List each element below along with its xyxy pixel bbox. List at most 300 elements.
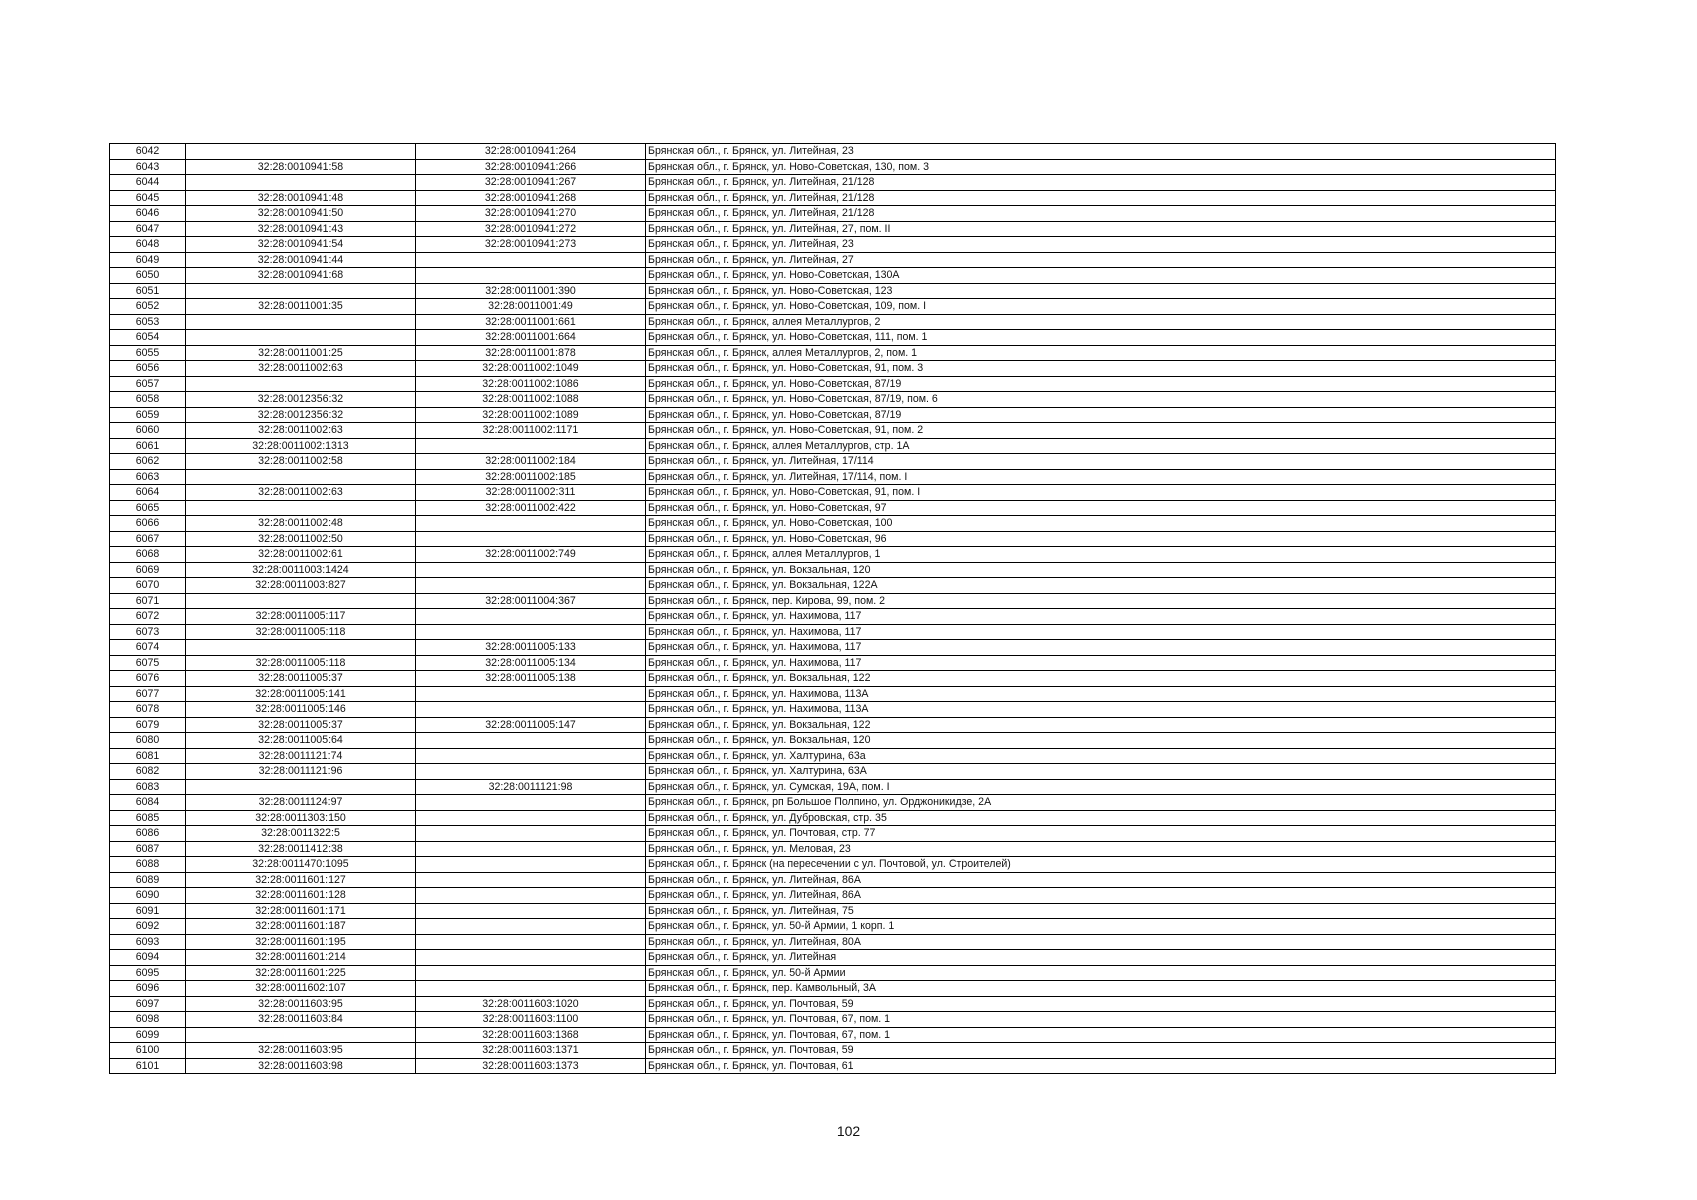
land-cadastral-number-cell: 32:28:0010941:50 [186,206,416,222]
land-cadastral-number-cell [186,175,416,191]
page-number: 102 [836,1123,861,1139]
address-cell: Брянская обл., г. Брянск, ул. 50-й Армии [646,965,1556,981]
land-cadastral-number-cell [186,283,416,299]
row-number-cell: 6093 [110,934,186,950]
land-cadastral-number-cell [186,640,416,656]
object-cadastral-number-cell: 32:28:0011005:133 [416,640,646,656]
table-row [110,996,1556,1012]
row-number-cell: 6069 [110,562,186,578]
address-cell: Брянская обл., г. Брянск, ул. Почтовая, 61 [646,1058,1556,1074]
address-cell: Брянская обл., г. Брянск, ул. Почтовая, 67, пом. 1 [646,1012,1556,1028]
table-row [110,593,1556,609]
land-cadastral-number-cell: 32:28:0011601:171 [186,903,416,919]
object-cadastral-number-cell: 32:28:0010941:270 [416,206,646,222]
object-cadastral-number-cell: 32:28:0011002:1049 [416,361,646,377]
land-cadastral-number-cell: 32:28:0011005:146 [186,702,416,718]
row-number-cell: 6058 [110,392,186,408]
address-cell: Брянская обл., г. Брянск, ул. Ново-Советская, 123 [646,283,1556,299]
table-row [110,500,1556,516]
land-cadastral-number-cell: 32:28:0011602:107 [186,981,416,997]
land-cadastral-number-cell: 32:28:0010941:43 [186,221,416,237]
object-cadastral-number-cell: 32:28:0011603:1020 [416,996,646,1012]
row-number-cell: 6055 [110,345,186,361]
land-cadastral-number-cell: 32:28:0011002:61 [186,547,416,563]
land-cadastral-number-cell: 32:28:0011124:97 [186,795,416,811]
table-row [110,671,1556,687]
row-number-cell: 6053 [110,314,186,330]
land-cadastral-number-cell: 32:28:0011005:118 [186,624,416,640]
object-cadastral-number-cell [416,888,646,904]
object-cadastral-number-cell: 32:28:0011001:878 [416,345,646,361]
row-number-cell: 6049 [110,252,186,268]
table-row [110,159,1556,175]
object-cadastral-number-cell: 32:28:0011002:1089 [416,407,646,423]
row-number-cell: 6046 [110,206,186,222]
row-number-cell: 6090 [110,888,186,904]
table-row [110,221,1556,237]
address-cell: Брянская обл., г. Брянск, ул. Литейная, 23 [646,237,1556,253]
table-row [110,252,1556,268]
object-cadastral-number-cell: 32:28:0010941:264 [416,144,646,160]
row-number-cell: 6098 [110,1012,186,1028]
table-row [110,175,1556,191]
row-number-cell: 6064 [110,485,186,501]
table-row [110,314,1556,330]
address-cell: Брянская обл., г. Брянск, ул. Меловая, 23 [646,841,1556,857]
address-cell: Брянская обл., г. Брянск, ул. 50-й Армии, 1 корп. 1 [646,919,1556,935]
object-cadastral-number-cell: 32:28:0011005:138 [416,671,646,687]
table-row [110,206,1556,222]
address-cell: Брянская обл., г. Брянск, ул. Вокзальная, 120 [646,733,1556,749]
row-number-cell: 6061 [110,438,186,454]
property-table [109,143,1556,1074]
object-cadastral-number-cell [416,981,646,997]
object-cadastral-number-cell: 32:28:0011603:1373 [416,1058,646,1074]
object-cadastral-number-cell: 32:28:0011002:311 [416,485,646,501]
object-cadastral-number-cell: 32:28:0011002:1088 [416,392,646,408]
row-number-cell: 6076 [110,671,186,687]
land-cadastral-number-cell: 32:28:0011412:38 [186,841,416,857]
address-cell: Брянская обл., г. Брянск, ул. Дубровская, стр. 35 [646,810,1556,826]
row-number-cell: 6086 [110,826,186,842]
row-number-cell: 6078 [110,702,186,718]
row-number-cell: 6048 [110,237,186,253]
address-cell: Брянская обл., г. Брянск, ул. Ново-Советская, 109, пом. I [646,299,1556,315]
row-number-cell: 6044 [110,175,186,191]
object-cadastral-number-cell [416,268,646,284]
row-number-cell: 6079 [110,717,186,733]
address-cell: Брянская обл., г. Брянск, аллея Металлургов, стр. 1А [646,438,1556,454]
object-cadastral-number-cell: 32:28:0011603:1100 [416,1012,646,1028]
table-row [110,919,1556,935]
land-cadastral-number-cell: 32:28:0011002:63 [186,361,416,377]
land-cadastral-number-cell [186,779,416,795]
land-cadastral-number-cell: 32:28:0011005:117 [186,609,416,625]
land-cadastral-number-cell: 32:28:0011002:63 [186,485,416,501]
address-cell: Брянская обл., г. Брянск, ул. Литейная, 21/128 [646,175,1556,191]
row-number-cell: 6062 [110,454,186,470]
table-row [110,407,1556,423]
object-cadastral-number-cell: 32:28:0011005:147 [416,717,646,733]
object-cadastral-number-cell: 32:28:0011002:1086 [416,376,646,392]
object-cadastral-number-cell [416,826,646,842]
table-row [110,469,1556,485]
row-number-cell: 6080 [110,733,186,749]
object-cadastral-number-cell: 32:28:0011121:98 [416,779,646,795]
address-cell: Брянская обл., г. Брянск, аллея Металлургов, 2 [646,314,1556,330]
table-row [110,330,1556,346]
address-cell: Брянская обл., г. Брянск, ул. Ново-Советская, 91, пом. 3 [646,361,1556,377]
table-row [110,345,1556,361]
table-row [110,841,1556,857]
address-cell: Брянская обл., г. Брянск, ул. Литейная, 86А [646,872,1556,888]
table-row [110,733,1556,749]
table-row [110,686,1556,702]
land-cadastral-number-cell [186,330,416,346]
object-cadastral-number-cell: 32:28:0011001:49 [416,299,646,315]
land-cadastral-number-cell: 32:28:0011121:74 [186,748,416,764]
object-cadastral-number-cell [416,686,646,702]
object-cadastral-number-cell: 32:28:0011603:1371 [416,1043,646,1059]
land-cadastral-number-cell [186,500,416,516]
land-cadastral-number-cell: 32:28:0011002:48 [186,516,416,532]
address-cell: Брянская обл., г. Брянск, ул. Литейная, 21/128 [646,190,1556,206]
object-cadastral-number-cell [416,810,646,826]
object-cadastral-number-cell [416,438,646,454]
land-cadastral-number-cell: 32:28:0010941:48 [186,190,416,206]
address-cell: Брянская обл., г. Брянск, ул. Вокзальная, 122 [646,717,1556,733]
land-cadastral-number-cell: 32:28:0011001:25 [186,345,416,361]
address-cell: Брянская обл., г. Брянск, ул. Нахимова, 117 [646,640,1556,656]
row-number-cell: 6095 [110,965,186,981]
address-cell: Брянская обл., г. Брянск, ул. Литейная, 80А [646,934,1556,950]
row-number-cell: 6087 [110,841,186,857]
table-row [110,965,1556,981]
table-row [110,872,1556,888]
object-cadastral-number-cell: 32:28:0011603:1368 [416,1027,646,1043]
land-cadastral-number-cell [186,593,416,609]
table-row [110,624,1556,640]
property-table-body [110,144,1556,1074]
table-row [110,438,1556,454]
land-cadastral-number-cell: 32:28:0011005:37 [186,671,416,687]
object-cadastral-number-cell [416,841,646,857]
row-number-cell: 6075 [110,655,186,671]
table-row [110,655,1556,671]
row-number-cell: 6082 [110,764,186,780]
address-cell: Брянская обл., г. Брянск, ул. Литейная, 21/128 [646,206,1556,222]
object-cadastral-number-cell [416,764,646,780]
table-row [110,779,1556,795]
address-cell: Брянская обл., г. Брянск, ул. Нахимова, 117 [646,655,1556,671]
address-cell: Брянская обл., г. Брянск, ул. Сумская, 19А, пом. I [646,779,1556,795]
row-number-cell: 6073 [110,624,186,640]
row-number-cell: 6099 [110,1027,186,1043]
table-row [110,1058,1556,1074]
row-number-cell: 6097 [110,996,186,1012]
object-cadastral-number-cell [416,903,646,919]
object-cadastral-number-cell [416,702,646,718]
table-row [110,1012,1556,1028]
address-cell: Брянская обл., г. Брянск, ул. Почтовая, 59 [646,1043,1556,1059]
address-cell: Брянская обл., г. Брянск, ул. Литейная, 27, пом. II [646,221,1556,237]
row-number-cell: 6083 [110,779,186,795]
row-number-cell: 6051 [110,283,186,299]
table-row [110,454,1556,470]
table-row [110,376,1556,392]
row-number-cell: 6085 [110,810,186,826]
row-number-cell: 6056 [110,361,186,377]
land-cadastral-number-cell: 32:28:0010941:54 [186,237,416,253]
object-cadastral-number-cell [416,919,646,935]
address-cell: Брянская обл., г. Брянск, ул. Ново-Советская, 130А [646,268,1556,284]
table-row [110,981,1556,997]
land-cadastral-number-cell: 32:28:0012356:32 [186,392,416,408]
row-number-cell: 6065 [110,500,186,516]
table-row [110,299,1556,315]
object-cadastral-number-cell: 32:28:0011005:134 [416,655,646,671]
land-cadastral-number-cell: 32:28:0011001:35 [186,299,416,315]
row-number-cell: 6077 [110,686,186,702]
address-cell: Брянская обл., г. Брянск, ул. Ново-Советская, 87/19, пом. 6 [646,392,1556,408]
address-cell: Брянская обл., г. Брянск, ул. Нахимова, 117 [646,624,1556,640]
land-cadastral-number-cell: 32:28:0011603:98 [186,1058,416,1074]
row-number-cell: 6088 [110,857,186,873]
table-row [110,516,1556,532]
address-cell: Брянская обл., г. Брянск, ул. Нахимова, 113А [646,702,1556,718]
row-number-cell: 6100 [110,1043,186,1059]
table-row [110,609,1556,625]
row-number-cell: 6089 [110,872,186,888]
address-cell: Брянская обл., г. Брянск, ул. Нахимова, 113А [646,686,1556,702]
land-cadastral-number-cell: 32:28:0011003:1424 [186,562,416,578]
row-number-cell: 6045 [110,190,186,206]
object-cadastral-number-cell: 32:28:0010941:266 [416,159,646,175]
address-cell: Брянская обл., г. Брянск, аллея Металлургов, 2, пом. 1 [646,345,1556,361]
row-number-cell: 6094 [110,950,186,966]
object-cadastral-number-cell [416,562,646,578]
address-cell: Брянская обл., г. Брянск, ул. Почтовая, стр. 77 [646,826,1556,842]
table-row [110,562,1556,578]
address-cell: Брянская обл., г. Брянск, ул. Ново-Советская, 97 [646,500,1556,516]
address-cell: Брянская обл., г. Брянск, ул. Ново-Советская, 111, пом. 1 [646,330,1556,346]
address-cell: Брянская обл., г. Брянск, аллея Металлургов, 1 [646,547,1556,563]
land-cadastral-number-cell [186,1027,416,1043]
object-cadastral-number-cell [416,934,646,950]
row-number-cell: 6057 [110,376,186,392]
land-cadastral-number-cell: 32:28:0011470:1095 [186,857,416,873]
object-cadastral-number-cell [416,609,646,625]
land-cadastral-number-cell: 32:28:0010941:44 [186,252,416,268]
object-cadastral-number-cell [416,748,646,764]
land-cadastral-number-cell [186,376,416,392]
address-cell: Брянская обл., г. Брянск, пер. Камвольный, 3А [646,981,1556,997]
object-cadastral-number-cell: 32:28:0010941:268 [416,190,646,206]
land-cadastral-number-cell [186,144,416,160]
table-row [110,934,1556,950]
land-cadastral-number-cell: 32:28:0011002:50 [186,531,416,547]
land-cadastral-number-cell: 32:28:0011005:64 [186,733,416,749]
table-row [110,361,1556,377]
row-number-cell: 6081 [110,748,186,764]
object-cadastral-number-cell [416,872,646,888]
address-cell: Брянская обл., г. Брянск, ул. Ново-Советская, 87/19 [646,376,1556,392]
table-row [110,795,1556,811]
address-cell: Брянская обл., г. Брянск, ул. Литейная, 17/114 [646,454,1556,470]
address-cell: Брянская обл., г. Брянск, ул. Ново-Советская, 87/19 [646,407,1556,423]
table-row [110,640,1556,656]
address-cell: Брянская обл., г. Брянск, ул. Вокзальная, 122А [646,578,1556,594]
object-cadastral-number-cell: 32:28:0010941:272 [416,221,646,237]
row-number-cell: 6067 [110,531,186,547]
land-cadastral-number-cell: 32:28:0011121:96 [186,764,416,780]
table-row [110,702,1556,718]
address-cell: Брянская обл., г. Брянск, ул. Халтурина, 63а [646,748,1556,764]
row-number-cell: 6043 [110,159,186,175]
land-cadastral-number-cell: 32:28:0011003:827 [186,578,416,594]
row-number-cell: 6042 [110,144,186,160]
address-cell: Брянская обл., г. Брянск, ул. Ново-Советская, 130, пом. 3 [646,159,1556,175]
land-cadastral-number-cell: 32:28:0010941:58 [186,159,416,175]
land-cadastral-number-cell: 32:28:0011601:128 [186,888,416,904]
land-cadastral-number-cell: 32:28:0011005:37 [186,717,416,733]
land-cadastral-number-cell: 32:28:0011601:225 [186,965,416,981]
land-cadastral-number-cell: 32:28:0011005:141 [186,686,416,702]
object-cadastral-number-cell [416,795,646,811]
table-row [110,717,1556,733]
object-cadastral-number-cell [416,950,646,966]
object-cadastral-number-cell: 32:28:0011002:422 [416,500,646,516]
land-cadastral-number-cell: 32:28:0011601:214 [186,950,416,966]
table-row [110,578,1556,594]
land-cadastral-number-cell: 32:28:0011322:5 [186,826,416,842]
object-cadastral-number-cell: 32:28:0010941:267 [416,175,646,191]
land-cadastral-number-cell [186,469,416,485]
land-cadastral-number-cell: 32:28:0012356:32 [186,407,416,423]
land-cadastral-number-cell: 32:28:0011603:95 [186,1043,416,1059]
row-number-cell: 6084 [110,795,186,811]
table-row [110,531,1556,547]
address-cell: Брянская обл., г. Брянск, рп Большое Полпино, ул. Орджоникидзе, 2А [646,795,1556,811]
object-cadastral-number-cell [416,733,646,749]
row-number-cell: 6070 [110,578,186,594]
address-cell: Брянская обл., г. Брянск, ул. Ново-Советская, 100 [646,516,1556,532]
table-row [110,857,1556,873]
row-number-cell: 6068 [110,547,186,563]
address-cell: Брянская обл., г. Брянск, ул. Литейная, 75 [646,903,1556,919]
table-row [110,392,1556,408]
address-cell: Брянская обл., г. Брянск, ул. Нахимова, 117 [646,609,1556,625]
row-number-cell: 6052 [110,299,186,315]
row-number-cell: 6092 [110,919,186,935]
row-number-cell: 6091 [110,903,186,919]
table-row [110,903,1556,919]
address-cell: Брянская обл., г. Брянск, ул. Халтурина, 63А [646,764,1556,780]
address-cell: Брянская обл., г. Брянск (на пересечении с ул. Почтовой, ул. Строителей) [646,857,1556,873]
address-cell: Брянская обл., г. Брянск, ул. Литейная, 86А [646,888,1556,904]
row-number-cell: 6060 [110,423,186,439]
object-cadastral-number-cell [416,965,646,981]
row-number-cell: 6047 [110,221,186,237]
object-cadastral-number-cell [416,252,646,268]
table-row [110,748,1556,764]
object-cadastral-number-cell: 32:28:0011002:184 [416,454,646,470]
land-cadastral-number-cell: 32:28:0011002:63 [186,423,416,439]
table-row [110,283,1556,299]
address-cell: Брянская обл., г. Брянск, ул. Почтовая, 67, пом. 1 [646,1027,1556,1043]
table-row [110,237,1556,253]
row-number-cell: 6059 [110,407,186,423]
land-cadastral-number-cell: 32:28:0011002:58 [186,454,416,470]
table-row [110,268,1556,284]
address-cell: Брянская обл., г. Брянск, ул. Литейная, 17/114, пом. I [646,469,1556,485]
object-cadastral-number-cell: 32:28:0011001:390 [416,283,646,299]
object-cadastral-number-cell: 32:28:0011002:1171 [416,423,646,439]
address-cell: Брянская обл., г. Брянск, ул. Литейная [646,950,1556,966]
object-cadastral-number-cell: 32:28:0011002:749 [416,547,646,563]
table-row [110,764,1556,780]
table-row [110,1043,1556,1059]
table-row [110,1027,1556,1043]
object-cadastral-number-cell: 32:28:0011001:664 [416,330,646,346]
land-cadastral-number-cell: 32:28:0011601:127 [186,872,416,888]
object-cadastral-number-cell: 32:28:0011002:185 [416,469,646,485]
object-cadastral-number-cell [416,531,646,547]
row-number-cell: 6072 [110,609,186,625]
address-cell: Брянская обл., г. Брянск, ул. Почтовая, 59 [646,996,1556,1012]
object-cadastral-number-cell: 32:28:0011001:661 [416,314,646,330]
row-number-cell: 6074 [110,640,186,656]
object-cadastral-number-cell: 32:28:0010941:273 [416,237,646,253]
address-cell: Брянская обл., г. Брянск, ул. Ново-Советская, 91, пом. 2 [646,423,1556,439]
row-number-cell: 6050 [110,268,186,284]
address-cell: Брянская обл., г. Брянск, пер. Кирова, 99, пом. 2 [646,593,1556,609]
table-row [110,826,1556,842]
table-row [110,950,1556,966]
row-number-cell: 6096 [110,981,186,997]
land-cadastral-number-cell [186,314,416,330]
land-cadastral-number-cell: 32:28:0011603:84 [186,1012,416,1028]
row-number-cell: 6063 [110,469,186,485]
address-cell: Брянская обл., г. Брянск, ул. Литейная, 27 [646,252,1556,268]
table-row [110,810,1556,826]
table-row [110,547,1556,563]
row-number-cell: 6071 [110,593,186,609]
land-cadastral-number-cell: 32:28:0010941:68 [186,268,416,284]
table-row [110,485,1556,501]
address-cell: Брянская обл., г. Брянск, ул. Ново-Советская, 91, пом. I [646,485,1556,501]
land-cadastral-number-cell: 32:28:0011603:95 [186,996,416,1012]
table-row [110,144,1556,160]
row-number-cell: 6054 [110,330,186,346]
object-cadastral-number-cell [416,857,646,873]
land-cadastral-number-cell: 32:28:0011002:1313 [186,438,416,454]
address-cell: Брянская обл., г. Брянск, ул. Вокзальная, 122 [646,671,1556,687]
object-cadastral-number-cell [416,516,646,532]
object-cadastral-number-cell: 32:28:0011004:367 [416,593,646,609]
row-number-cell: 6066 [110,516,186,532]
land-cadastral-number-cell: 32:28:0011601:195 [186,934,416,950]
row-number-cell: 6101 [110,1058,186,1074]
address-cell: Брянская обл., г. Брянск, ул. Ново-Советская, 96 [646,531,1556,547]
table-row [110,423,1556,439]
land-cadastral-number-cell: 32:28:0011601:187 [186,919,416,935]
address-cell: Брянская обл., г. Брянск, ул. Вокзальная, 120 [646,562,1556,578]
land-cadastral-number-cell: 32:28:0011303:150 [186,810,416,826]
table-row [110,190,1556,206]
table-row [110,888,1556,904]
address-cell: Брянская обл., г. Брянск, ул. Литейная, 23 [646,144,1556,160]
